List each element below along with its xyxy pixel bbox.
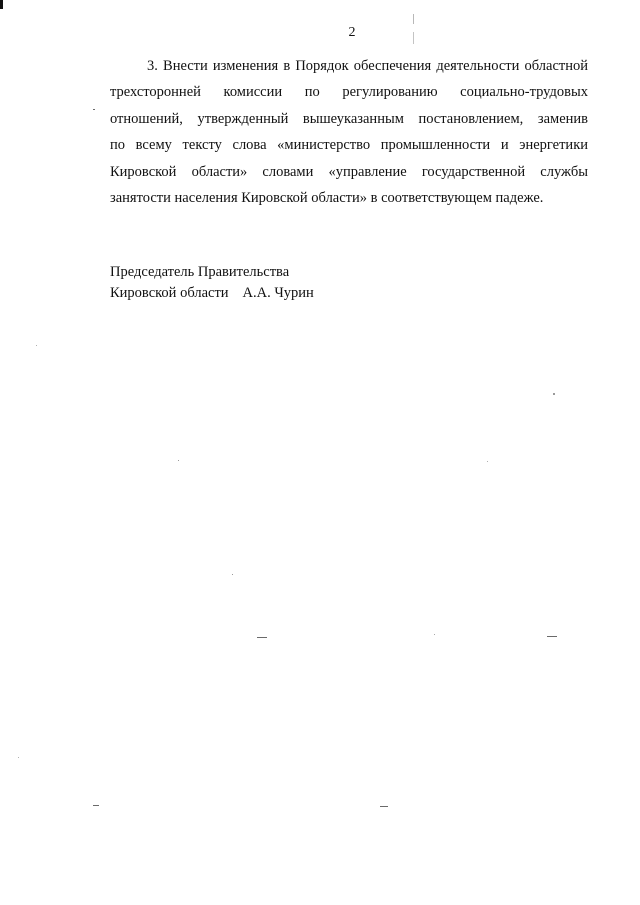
page-number: 2 (348, 25, 356, 40)
scan-speck (36, 345, 37, 346)
scan-speck (232, 574, 233, 575)
paragraph-line: 3. Внести изменения в Порядок обеспечения деятельности областной (147, 58, 588, 74)
paragraph-line: трехсторонней комиссии по регулированию социально-трудовых (110, 84, 588, 101)
signature-block (110, 262, 314, 304)
scan-speck (178, 460, 179, 461)
scan-speck (18, 757, 19, 758)
scan-speck (487, 461, 488, 462)
signatory-name: А.А. Чурин (242, 285, 314, 301)
signatory-org-line (110, 283, 314, 304)
scan-speck (434, 634, 435, 635)
scan-speck (413, 32, 414, 44)
signatory-title: Председатель Правительства (110, 264, 290, 280)
paragraph-line: отношений, утвержденный вышеуказанным постановлением, заменив (110, 110, 588, 127)
scan-speck (547, 636, 557, 637)
paragraph-line: Кировской области» словами «управление государственной службы (110, 163, 588, 180)
scan-speck (93, 805, 99, 806)
paragraph-line: по всему тексту слова «министерство промышленности и энергетики (110, 137, 588, 154)
scan-speck (413, 14, 414, 24)
signatory-org: Кировской области (110, 285, 229, 301)
scan-speck (380, 806, 388, 807)
scan-speck (93, 109, 95, 110)
scan-corner-mark (0, 0, 3, 9)
scan-speck (553, 393, 555, 395)
paragraph-line: занятости населения Кировской области» в соответствующем падеже. (110, 189, 544, 206)
scan-speck (257, 637, 267, 638)
body-paragraph (110, 53, 588, 211)
